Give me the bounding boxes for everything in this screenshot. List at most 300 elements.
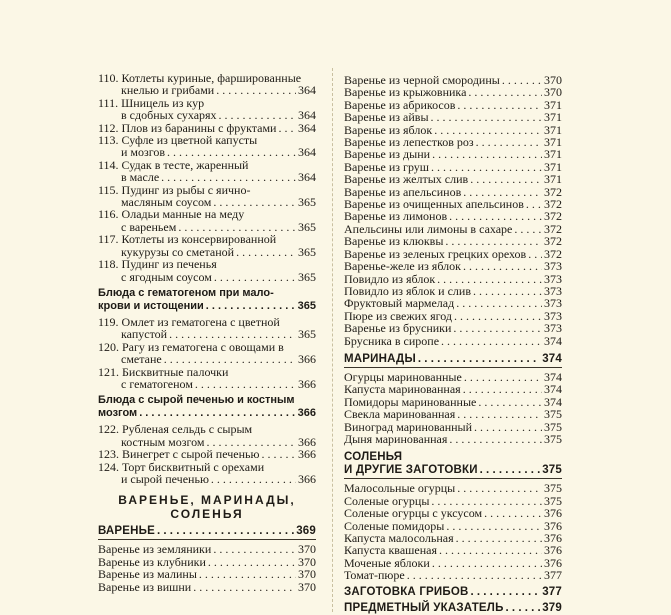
toc-entry <box>344 148 562 160</box>
leader-dots <box>453 322 542 334</box>
toc-entry-line <box>98 146 316 158</box>
toc-entry-title: Варенье из айвы <box>344 110 429 125</box>
toc-entry-title: Свекла маринованная <box>344 407 456 422</box>
section-heading <box>98 394 316 420</box>
toc-entry-line <box>344 111 562 123</box>
page-number: 370 <box>544 73 562 87</box>
toc-entry-title: Апельсины или лимоны в сахаре <box>344 221 513 236</box>
toc-entry-title: 122. Рубленая сельдь с сырым <box>98 422 253 437</box>
toc-entry-line <box>98 287 316 300</box>
toc-entry-line <box>344 408 562 420</box>
leader-dots <box>193 581 296 593</box>
page-number: 371 <box>544 135 562 150</box>
entry-group-jam-cont <box>344 74 562 347</box>
toc-entry-line <box>98 300 316 313</box>
toc-entry-line <box>344 173 562 185</box>
leader-dots <box>526 198 542 210</box>
page-number: 366 <box>298 447 316 462</box>
toc-entry-line <box>344 433 562 445</box>
page-number: 374 <box>544 333 562 348</box>
section-mushrooms <box>344 586 562 599</box>
toc-entry-title: Варенье из малины <box>98 567 197 582</box>
toc-entry-title: Варенье из крыжовника <box>344 85 467 100</box>
toc-entry-line <box>98 394 316 407</box>
toc-entry <box>344 482 562 494</box>
page-number: 370 <box>298 579 316 594</box>
leader-dots <box>454 310 542 322</box>
entry-group-pickles <box>344 482 562 581</box>
toc-entry-title: 115. Пудинг из рыбы с яично- <box>98 182 251 197</box>
leader-dots <box>236 246 296 258</box>
leader-dots <box>261 448 296 460</box>
toc-entry <box>344 235 562 247</box>
toc-entry-line <box>98 208 316 220</box>
entry-group-raw-liver <box>98 423 316 485</box>
toc-entry-title: Виноград маринованный <box>344 419 473 434</box>
section-heading <box>344 602 562 615</box>
toc-entry-title: 110. Котлеты куриные, фаршированные <box>98 71 302 85</box>
leader-dots <box>502 74 542 86</box>
page-number: 364 <box>298 145 316 160</box>
section-heading <box>98 525 316 538</box>
leader-dots <box>484 507 542 519</box>
toc-entry-title: с гематогеном <box>121 376 193 391</box>
toc-entry <box>344 335 562 347</box>
toc-entry-title: Варенье из желтых слив <box>344 172 469 187</box>
toc-entry <box>98 72 316 97</box>
toc-entry-title: в масле <box>121 170 160 185</box>
page-number: 365 <box>298 327 316 342</box>
toc-entry-title: Огурцы маринованные <box>344 369 462 384</box>
page-number: 364 <box>298 170 316 185</box>
page-number: 370 <box>298 567 316 582</box>
toc-entry-line <box>344 602 562 615</box>
toc-entry-title: МАРИНАДЫ <box>344 352 416 365</box>
page-number: 373 <box>544 271 562 286</box>
toc-entry <box>344 111 562 123</box>
toc-entry-line <box>98 581 316 593</box>
page-number: 366 <box>298 471 316 486</box>
page-number: 373 <box>544 296 562 311</box>
toc-entry-title: Варенье из груш <box>344 159 430 174</box>
leader-dots <box>514 223 542 235</box>
toc-entry-line <box>98 448 316 460</box>
toc-entry-title: Соленые огурцы с уксусом <box>344 506 483 521</box>
page-number: 364 <box>298 108 316 123</box>
toc-entry-title: Пюре из свежих ягод <box>344 308 452 323</box>
toc-entry-title: Соленые помидоры <box>344 518 445 533</box>
page-number: 366 <box>298 434 316 449</box>
toc-entry <box>98 581 316 593</box>
page-number: 373 <box>544 321 562 336</box>
toc-entry <box>344 507 562 519</box>
toc-entry-line <box>344 297 562 309</box>
toc-entry-line <box>344 322 562 334</box>
toc-entry-title: Капуста квашеная <box>344 543 437 558</box>
page-number: 366 <box>298 376 316 391</box>
toc-entry <box>344 569 562 581</box>
toc-entry-title: И ДРУГИЕ ЗАГОТОВКИ <box>344 464 478 477</box>
page-number: 371 <box>544 172 562 187</box>
page-number: 377 <box>542 585 562 598</box>
section-heading <box>344 451 562 477</box>
page-number: 376 <box>544 518 562 533</box>
page-number: 376 <box>544 531 562 545</box>
toc-entry-line <box>344 507 562 519</box>
toc-entry-title: Варенье из брусники <box>344 321 452 336</box>
toc-entry <box>98 366 316 391</box>
page-number: 370 <box>298 542 316 557</box>
page-number: 376 <box>544 543 562 558</box>
toc-entry-title: 121. Бисквитные палочки <box>98 364 229 379</box>
leader-dots <box>476 136 542 148</box>
leader-dots <box>449 433 542 445</box>
toc-entry-title: с ягодным соусом <box>121 269 212 284</box>
leader-dots <box>219 109 296 121</box>
toc-entry <box>344 433 562 445</box>
section-heading <box>344 586 562 599</box>
leader-dots <box>195 378 296 390</box>
section-heading <box>344 353 562 366</box>
toc-entry-title: мозгом <box>98 407 138 420</box>
toc-entry <box>98 134 316 159</box>
toc-entry-title: Помидоры маринованные <box>344 394 477 409</box>
toc-entry-line <box>98 258 316 270</box>
toc-entry <box>98 316 316 341</box>
leader-dots <box>431 111 542 123</box>
section-index <box>344 602 562 615</box>
page-number: 370 <box>298 554 316 569</box>
toc-entry-line <box>344 569 562 581</box>
page-number: 371 <box>544 122 562 137</box>
toc-entry-title: СОЛЕНЬЯ <box>344 451 403 464</box>
toc-entry <box>344 86 562 98</box>
toc-entry-line <box>98 353 316 365</box>
leader-dots <box>464 371 542 383</box>
toc-entry-title: масляным соусом <box>121 195 212 210</box>
toc-entry-line <box>344 148 562 160</box>
toc-entry-line <box>344 383 562 395</box>
toc-entry-title: 118. Пудинг из печенья <box>98 257 217 272</box>
section-heading <box>98 287 316 313</box>
page-number: 375 <box>544 419 562 434</box>
toc-entry-title: с вареньем <box>121 219 177 234</box>
toc-entry-title: 123. Винегрет с сырой печенью <box>98 447 260 462</box>
toc-entry-line <box>344 335 562 347</box>
page-number: 371 <box>544 97 562 112</box>
toc-entry-line <box>98 568 316 580</box>
leader-dots <box>463 383 542 395</box>
page-number: 374 <box>544 382 562 397</box>
toc-entry-line <box>98 473 316 485</box>
page-number: 371 <box>544 147 562 162</box>
leader-dots <box>432 148 542 160</box>
toc-entry-title: Томат-пюре <box>344 568 405 583</box>
toc-entry <box>98 423 316 448</box>
section-marinades-rule <box>344 367 562 368</box>
toc-entry-line <box>344 464 562 477</box>
toc-entry-line <box>344 544 562 556</box>
page-number: 366 <box>297 407 316 420</box>
entry-group-marinades <box>344 371 562 445</box>
toc-entry-line <box>98 407 316 420</box>
toc-entry-title: и сырой печенью <box>121 471 209 486</box>
chapter-title-line-2: СОЛЕНЬЯ <box>170 507 244 522</box>
leader-dots <box>432 557 542 569</box>
page-number: 375 <box>544 493 562 508</box>
toc-entry-title: Варенье из яблок <box>344 122 433 137</box>
leader-dots <box>161 171 296 183</box>
page-number: 375 <box>544 431 562 446</box>
page-number: 372 <box>544 234 562 249</box>
toc-entry-title: Варенье-желе из яблок <box>344 259 461 274</box>
toc-entry-title: Варенье из очищенных апельсинов <box>344 197 524 212</box>
toc-entry-title: 113. Суфле из цветной капусты <box>98 133 258 148</box>
chapter-title <box>98 493 316 521</box>
leader-dots <box>167 146 296 158</box>
toc-entry-title: ВАРЕНЬЕ <box>98 525 156 538</box>
toc-right-column <box>344 74 562 615</box>
toc-entry-line <box>344 235 562 247</box>
toc-entry-title: 116. Оладьи манные на меду <box>98 207 245 222</box>
toc-entry-line <box>98 171 316 183</box>
toc-entry-line <box>98 543 316 555</box>
leader-dots <box>199 568 296 580</box>
leader-dots <box>446 520 542 532</box>
toc-entry-title: Моченые яблоки <box>344 555 430 570</box>
page-number: 365 <box>298 269 316 284</box>
column-divider <box>332 68 334 612</box>
toc-entry-title: Капуста маринованная <box>344 382 461 397</box>
toc-entry <box>98 568 316 580</box>
toc-entry-title: Блюда с сырой печенью и костным <box>98 394 295 407</box>
leader-dots <box>471 586 541 599</box>
toc-entry-line <box>344 451 562 464</box>
page-number: 372 <box>544 197 562 212</box>
toc-entry-title: кукурузы со сметаной <box>121 244 235 259</box>
leader-dots <box>441 335 542 347</box>
leader-dots <box>206 300 296 313</box>
leader-dots <box>449 210 542 222</box>
section-jam <box>98 525 316 538</box>
toc-entry <box>344 173 562 185</box>
toc-entry <box>344 383 562 395</box>
toc-entry-title: Варенье из вишни <box>98 579 192 594</box>
toc-entry-title: 120. Рагу из гематогена с овощами в <box>98 339 284 354</box>
entry-group-hematogen <box>98 316 316 390</box>
page-number: 376 <box>544 555 562 570</box>
leader-dots <box>418 353 540 366</box>
page-number: 371 <box>544 159 562 174</box>
toc-entry-title: Варенье из лепестков роз <box>344 135 474 150</box>
toc-entry <box>344 210 562 222</box>
leader-dots <box>407 569 542 581</box>
page-number: 364 <box>298 83 316 98</box>
page-number: 370 <box>544 85 562 100</box>
toc-entry-title: Брусника в сиропе <box>344 333 440 348</box>
leader-dots <box>213 543 296 555</box>
toc-entry <box>344 260 562 272</box>
toc-entry-title: капустой <box>121 327 168 342</box>
toc-entry-line <box>344 586 562 599</box>
chapter-title-line-1: ВАРЕНЬЕ, МАРИНАДЫ, <box>118 493 296 508</box>
page-number: 377 <box>544 568 562 583</box>
leader-dots <box>457 99 542 111</box>
leader-dots <box>439 544 542 556</box>
section-marinades <box>344 353 562 366</box>
toc-entry-title: кнелью и грибами <box>121 83 215 98</box>
page-number: 372 <box>544 184 562 199</box>
leader-dots <box>528 248 542 260</box>
toc-entry-title: и мозгов <box>121 145 166 160</box>
leader-dots <box>456 532 542 544</box>
toc-left-column <box>98 72 316 593</box>
toc-entry-line <box>98 328 316 340</box>
page-number: 375 <box>544 407 562 422</box>
leader-dots <box>457 482 542 494</box>
section-pickles-rule <box>344 478 562 479</box>
toc-entry-title: Варенье из клюквы <box>344 234 444 249</box>
leader-dots <box>214 271 296 283</box>
toc-entry-line <box>98 271 316 283</box>
toc-entry-title: Варенье из зеленых грецких орехов <box>344 246 527 261</box>
toc-entry-title: Варенье из дыни <box>344 147 431 162</box>
leader-dots <box>278 122 296 134</box>
toc-entry <box>98 97 316 122</box>
page-number: 379 <box>542 601 562 614</box>
section-jam-rule <box>98 539 316 540</box>
toc-entry-title: ПРЕДМЕТНЫЙ УКАЗАТЕЛЬ <box>344 601 504 614</box>
section-hematogen <box>98 287 316 313</box>
toc-entry-title: 114. Судак в тесте, жаренный <box>98 157 249 172</box>
leader-dots <box>473 285 542 297</box>
toc-entry-title: Варенье из абрикосов <box>344 97 456 112</box>
leader-dots <box>169 328 296 340</box>
entry-group-dishes <box>98 72 316 283</box>
section-raw-liver <box>98 394 316 420</box>
leader-dots <box>456 297 542 309</box>
page-number: 372 <box>544 246 562 261</box>
leader-dots <box>480 464 541 477</box>
toc-entry-title: 111. Шницель из кур <box>98 95 205 110</box>
toc-entry-line <box>98 84 316 96</box>
leader-dots <box>463 260 542 272</box>
toc-entry-line <box>344 353 562 366</box>
toc-entry <box>98 159 316 184</box>
toc-entry <box>98 461 316 486</box>
toc-entry-title: Фруктовый мармелад <box>344 296 455 311</box>
toc-entry-title: Повидло из яблок <box>344 271 436 286</box>
toc-entry-title: Варенье из черной смородины <box>344 73 500 87</box>
entry-group-jam <box>98 543 316 593</box>
toc-entry-title: сметане <box>121 352 162 367</box>
toc-entry <box>344 544 562 556</box>
toc-entry-title: Варенье из апельсинов <box>344 184 462 199</box>
toc-entry-title: Варенье из земляники <box>98 542 212 557</box>
toc-entry-title: 124. Торт бисквитный с орехами <box>98 459 265 474</box>
page-number: 371 <box>544 110 562 125</box>
leader-dots <box>164 353 296 365</box>
page-number: 372 <box>544 221 562 236</box>
toc-entry <box>98 233 316 258</box>
leader-dots <box>216 84 296 96</box>
toc-entry <box>98 258 316 283</box>
section-pickles <box>344 451 562 477</box>
toc-entry <box>344 322 562 334</box>
toc-entry-title: 112. Плов из баранины с фруктами <box>98 120 277 135</box>
leader-dots <box>457 408 542 420</box>
leader-dots <box>474 421 542 433</box>
toc-entry <box>98 184 316 209</box>
leader-dots <box>208 556 296 568</box>
leader-dots <box>478 396 542 408</box>
leader-dots <box>139 407 295 420</box>
toc-entry-line <box>98 233 316 245</box>
page-number: 365 <box>298 244 316 259</box>
toc-entry-line <box>98 525 316 538</box>
page-number: 376 <box>544 506 562 521</box>
toc-entry-title: Варенье из лимонов <box>344 209 448 224</box>
toc-entry-title: Капуста малосольная <box>344 531 454 545</box>
toc-entry-title: в сдобных сухарях <box>121 108 217 123</box>
toc-entry <box>344 297 562 309</box>
toc-entry-title: Малосольные огурцы <box>344 481 456 496</box>
toc-entry <box>98 448 316 460</box>
page-number: 366 <box>298 352 316 367</box>
page-number: 369 <box>296 525 316 538</box>
toc-entry-line <box>344 482 562 494</box>
leader-dots <box>468 86 542 98</box>
page-number: 372 <box>544 209 562 224</box>
page-number: 375 <box>544 481 562 496</box>
toc-entry-line <box>98 423 316 435</box>
page-number: 375 <box>542 464 562 477</box>
leader-dots <box>445 235 542 247</box>
toc-entry-title: крови и истощении <box>98 299 204 312</box>
toc-entry-title: ЗАГОТОВКА ГРИБОВ <box>344 585 469 598</box>
leader-dots <box>506 602 541 615</box>
leader-dots <box>211 473 296 485</box>
page-number: 365 <box>298 219 316 234</box>
page-number: 364 <box>298 120 316 135</box>
page-number: 374 <box>544 394 562 409</box>
toc-entry <box>98 341 316 366</box>
toc-entry-title: Варенье из клубники <box>98 554 206 569</box>
page-number: 374 <box>544 369 562 384</box>
toc-entry-title: костным мозгом <box>121 434 205 449</box>
toc-entry-title: 117. Котлеты из консервированной <box>98 232 277 247</box>
toc-entry <box>344 408 562 420</box>
toc-entry-line <box>344 260 562 272</box>
toc-entry-line <box>344 86 562 98</box>
leader-dots <box>470 173 542 185</box>
page-number: 373 <box>544 308 562 323</box>
toc-entry <box>98 208 316 233</box>
toc-entry-line <box>344 210 562 222</box>
toc-entry-title: Дыня маринованная <box>344 431 448 446</box>
page-number: 365 <box>298 195 316 210</box>
toc-entry-title: 119. Омлет из гематогена с цветной <box>98 314 280 329</box>
leader-dots <box>157 525 294 538</box>
toc-entry-line <box>98 378 316 390</box>
toc-entry-title: Соленые огурцы <box>344 493 430 508</box>
toc-entry-line <box>98 109 316 121</box>
toc-entry-title: Повидло из яблок и слив <box>344 283 471 298</box>
page-number: 374 <box>542 352 562 365</box>
toc-entry-title: Блюда с гематогеном при мало- <box>98 286 274 299</box>
page-number: 373 <box>544 283 562 298</box>
toc-entry <box>98 543 316 555</box>
